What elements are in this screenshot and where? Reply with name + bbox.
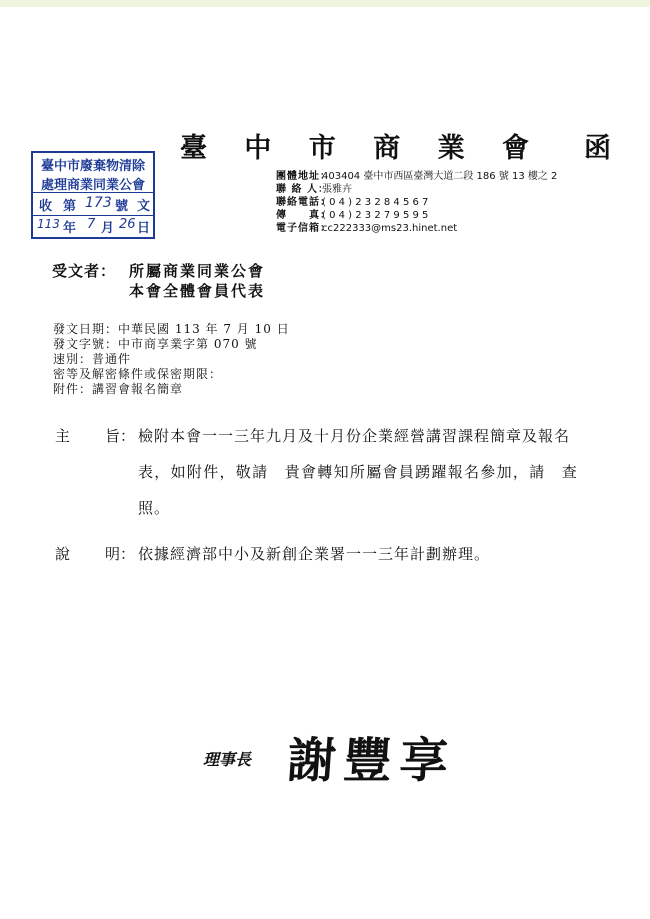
stamp-receipt-prefix: 第 xyxy=(63,199,77,214)
subject-line1: 檢附本會一一三年九月及十月份企業經營講習課程簡章及報名 xyxy=(138,427,571,445)
contact-address-label: 團體地址： xyxy=(276,171,331,182)
explanation-label-a: 說 xyxy=(55,545,71,563)
contact-phone-value: ( 0 4 ) 2 3 2 8 4 5 6 7 xyxy=(322,197,429,208)
subject-line2: 表，如附件，敬請 貴會轉知所屬會員踴躍報名參加，請 查 xyxy=(138,463,579,481)
stamp-date-year: 113 xyxy=(37,217,60,231)
stamp-receipt-number: 173 xyxy=(85,195,112,211)
attachment: 附件：講習會報名簡章 xyxy=(53,382,184,396)
signature-name: 謝豐享 xyxy=(285,733,458,789)
receipt-stamp xyxy=(31,151,155,239)
recipient-line2: 本會全體會員代表 xyxy=(129,282,266,300)
delivery-speed: 速別：普通件 xyxy=(53,352,132,366)
signature-title: 理事長 xyxy=(203,750,252,769)
stamp-date-day: 26 xyxy=(119,217,136,232)
contact-email xyxy=(276,219,457,234)
stamp-org-line1: 臺中市廢棄物清除 xyxy=(40,159,145,174)
stamp-date-row xyxy=(33,217,153,237)
contact-address-value: 403404 臺中市西區臺灣大道二段 186 號 13 樓之 2 xyxy=(322,171,558,182)
document-number: 發文字號：中市商享業字第 070 號 xyxy=(53,337,258,351)
recipient-line1: 所屬商業同業公會 xyxy=(129,262,266,280)
stamp-receipt-doc: 文 xyxy=(137,199,151,214)
contact-fax-label: 傳 真： xyxy=(276,210,331,221)
stamp-org-line2: 處理商業同業公會 xyxy=(33,174,153,193)
stamp-receipt-suffix: 號 xyxy=(115,199,129,214)
subject-label-a: 主 xyxy=(55,427,71,445)
stamp-receipt-row xyxy=(33,195,153,216)
contact-person-value: 張雅卉 xyxy=(322,184,352,195)
stamp-date-month: 7 xyxy=(87,217,96,232)
subject-label-b: 旨： xyxy=(105,427,136,445)
contact-fax-value: ( 0 4 ) 2 3 2 7 9 5 9 5 xyxy=(322,210,429,221)
stamp-date-day-unit: 日 xyxy=(137,221,151,236)
stamp-date-month-unit: 月 xyxy=(101,221,115,236)
document-title: 臺 中 市 商 業 會 函 xyxy=(180,133,625,164)
contact-person-label: 聯 絡 人： xyxy=(276,184,329,195)
contact-email-label: 電子信箱： xyxy=(276,223,331,234)
issue-date: 發文日期：中華民國 113 年 7 月 10 日 xyxy=(53,322,290,336)
secrecy-level: 密等及解密條件或保密期限： xyxy=(53,367,223,381)
contact-email-value: cc222333@ms23.hinet.net xyxy=(322,223,458,234)
stamp-receipt-label: 收 xyxy=(39,199,53,214)
subject-line3: 照。 xyxy=(138,499,171,517)
explanation-label-b: 明： xyxy=(105,545,136,563)
recipient-label: 受文者： xyxy=(52,262,117,280)
top-edge-strip xyxy=(0,0,650,7)
stamp-date-year-unit: 年 xyxy=(63,221,77,236)
contact-phone-label: 聯絡電話： xyxy=(276,197,331,208)
explanation-text: 依據經濟部中小及新創企業署一一三年計劃辦理。 xyxy=(138,545,491,563)
